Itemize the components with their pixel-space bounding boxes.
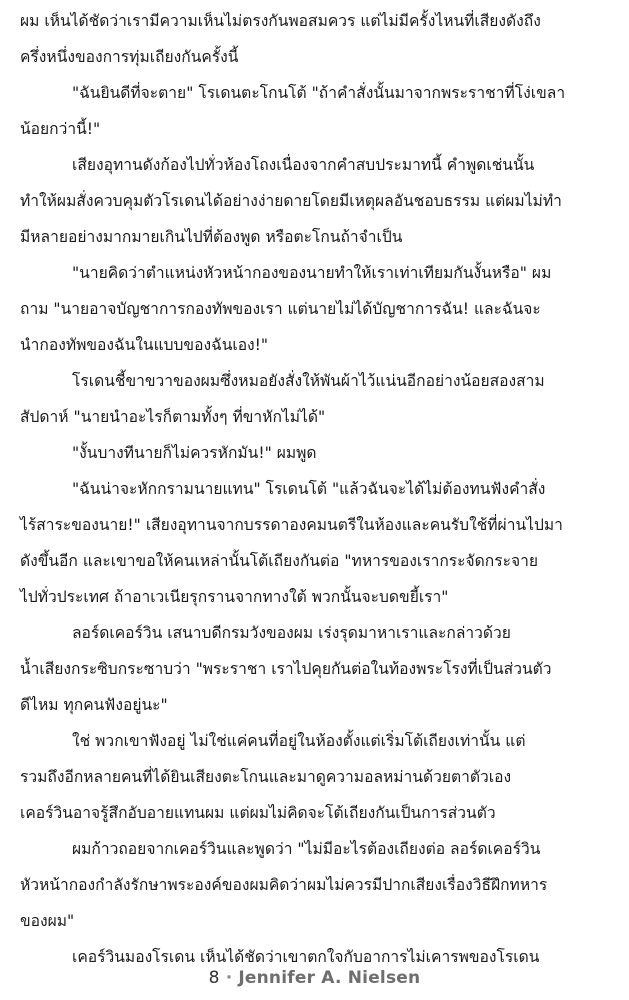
text-line: ไร้สาระของนาย!" เสียงอุทานจากบรรดาองคมนตรีในห้องและคนรับใช้ที่ผ่านไปมา [20,516,563,534]
book-page [20,0,610,1000]
text-line: สัปดาห์ "นายนำอะไรก็ตามทั้งๆ ที่ขาหักไม่ได้" [20,408,326,426]
text-line: โรเดนชี้ขาขวาของผมซึ่งหมอยังสั่งให้พันผ้าไว้แน่นอีกอย่างน้อยสองสาม [72,372,545,390]
text-line: "ฉันยินดีที่จะตาย" โรเดนตะโกนโต้ "ถ้าคำสั่งนั้นมาจากพระราชาที่โง่เขลา [72,84,566,102]
text-line: ของผม" [20,912,75,930]
text-line: ผม เห็นได้ชัดว่าเรามีความเห็นไม่ตรงกันพอสมควร แต่ไม่มีครั้งไหนที่เสียงดังถึง [20,12,541,30]
text-line: มีหลายอย่างมากมายเกินไปที่ต้องพูด หรือตะโกนถ้าจำเป็น [20,228,403,246]
text-line: ถาม "นายอาจบัญชาการกองทัพของเรา แต่นายไม่ได้บัญชาการฉัน! และฉันจะ [20,300,541,318]
text-line: น้อยกว่านี้!" [20,120,101,138]
text-line: ทำให้ผมสั่งควบคุมตัวโรเดนได้อย่างง่ายดายโดยมีเหตุผลอันชอบธรรม แต่ผมไม่ทำ [20,192,562,210]
text-line: เคอร์วินมองโรเดน เห็นได้ชัดว่าเขาตกใจกับอาการไม่เคารพของโรเดน [72,948,540,966]
page-number: 8 [208,968,220,988]
text-line: รวมถึงอีกหลายคนที่ได้ยินเสียงตะโกนและมาดูความอลหม่านด้วยตาตัวเอง [20,768,512,786]
text-line: ดีไหม ทุกคนฟังอยู่นะ" [20,696,168,714]
footer-separator: · [225,968,233,988]
page-footer [0,958,629,998]
text-line: "นายคิดว่าตำแหน่งหัวหน้ากองของนายทำให้เราเท่าเทียมกันงั้นหรือ" ผม [72,264,552,282]
text-line: เสียงอุทานดังก้องไปทั่วห้องโถงเนื่องจากคำสบประมาทนี้ คำพูดเช่นนั้น [72,156,535,174]
author-name: Jennifer A. Nielsen [238,968,421,988]
text-line: "ฉันน่าจะหักกรามนายแทน" โรเดนโต้ "แล้วฉันจะได้ไม่ต้องทนฟังคำสั่ง [72,480,546,498]
text-line: เคอร์วินอาจรู้สึกอับอายแทนผม แต่ผมไม่คิดจะโต้เถียงกันเป็นการส่วนตัว [20,804,496,822]
text-line: หัวหน้ากองกำลังรักษาพระองค์ของผมคิดว่าผมไม่ควรมีปากเสียงเรื่องวิธีฝึกทหาร [20,876,548,894]
text-line: ไปทั่วประเทศ ถ้าอาเวเนียรุกรานจากทางใต้ พวกนั้นจะบดขยี้เรา" [20,588,449,606]
text-line: ลอร์ดเคอร์วิน เสนาบดีกรมวังของผม เร่งรุดมาหาเราและกล่าวด้วย [72,624,511,642]
text-line: ใช่ พวกเขาฟังอยู่ ไม่ใช่แค่คนที่อยู่ในห้องตั้งแต่เริ่มโต้เถียงเท่านั้น แต่ [72,732,526,750]
text-line: ครึ่งหนึ่งของการทุ่มเถียงกันครั้งนี้ [20,48,239,66]
text-line: นำกองทัพของฉันในแบบของฉันเอง!" [20,336,269,354]
text-line: ดังขึ้นอีก และเขาขอให้คนเหล่านั้นโต้เถียงกันต่อ "ทหารของเรากระจัดกระจาย [20,552,539,570]
text-line: น้ำเสียงกระซิบกระซาบว่า "พระราชา เราไปคุยกันต่อในท้องพระโรงที่เป็นส่วนตัว [20,660,552,678]
text-line: "งั้นบางทีนายก็ไม่ควรหักมัน!" ผมพูด [72,444,317,462]
text-line: ผมก้าวถอยจากเคอร์วินและพูดว่า "ไม่มีอะไรต้องเถียงต่อ ลอร์ดเคอร์วิน [72,840,541,858]
